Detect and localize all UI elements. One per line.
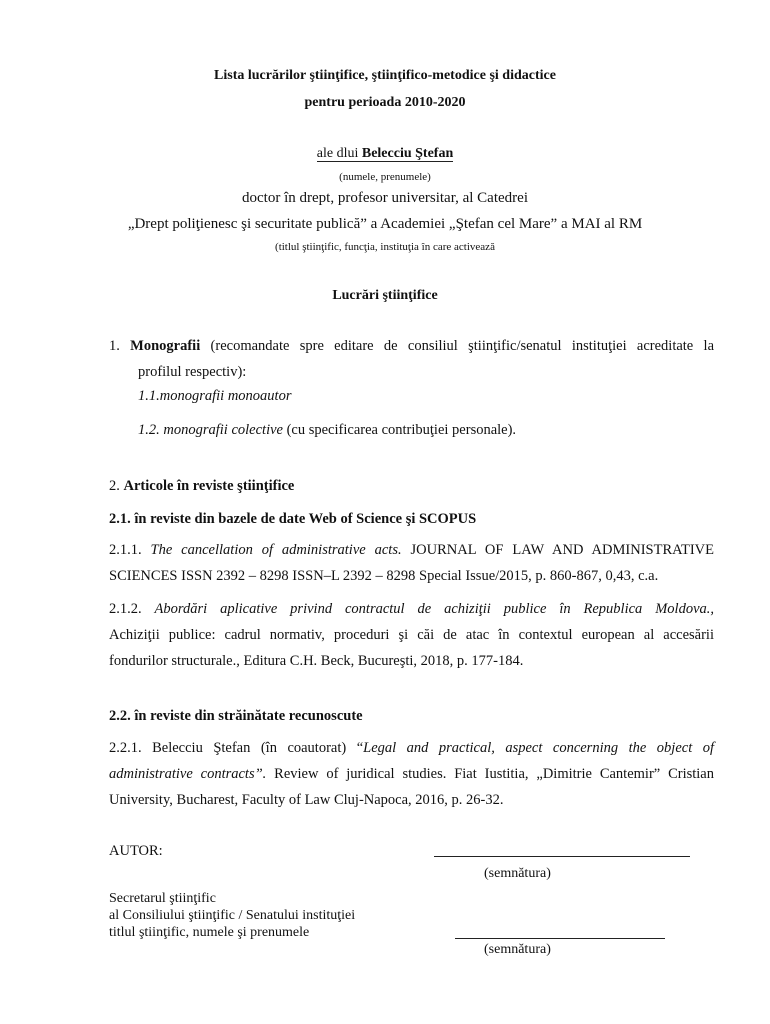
articole-number: 2. bbox=[109, 478, 124, 494]
secretar-line-2: al Consiliului ştiinţific / Senatului instituţiei bbox=[109, 908, 356, 923]
autor-signature-line bbox=[434, 856, 690, 857]
articole-heading bbox=[109, 478, 294, 495]
autor-signature-hint: (semnătura) bbox=[484, 866, 551, 881]
item-2-1-1-title: The cancellation of administrative acts. bbox=[150, 542, 402, 558]
item-2-2-1-line-2 bbox=[109, 766, 714, 783]
item-2-2-1-line-3: University, Bucharest, Faculty of Law Cluj-Napoca, 2016, p. 26-32. bbox=[109, 792, 504, 808]
item-2-1-2-line-1 bbox=[109, 601, 714, 618]
monografii-sub-1: 1.1.monografii monoautor bbox=[138, 388, 292, 404]
item-2-1-1-line-2: SCIENCES ISSN 2392 – 8298 ISSN–L 2392 – 8298 Special Issue/2015, p. 860-867, 0,43, c.a. bbox=[109, 568, 659, 584]
item-2-1-1-rest-1: JOURNAL OF LAW AND ADMINISTRATIVE bbox=[401, 542, 714, 558]
item-2-1-1-line-1 bbox=[109, 542, 714, 559]
role-line: doctor în drept, profesor universitar, al Catedrei bbox=[242, 190, 528, 206]
item-2-2-1-prefix: 2.2.1. Belecciu Ştefan (în coautorat) “ bbox=[109, 740, 364, 756]
author-name: Belecciu Ştefan bbox=[361, 146, 454, 161]
author-line bbox=[0, 146, 770, 162]
author-hint: (numele, prenumele) bbox=[339, 171, 431, 183]
institution-line: „Drept poliţienesc şi securitate publică” a Academiei „Ştefan cel Mare” a MAI al RM bbox=[127, 216, 643, 232]
item-2-1-2-line-2: Achiziţii publice: cadrul normativ, proceduri şi căi de atac în contextul european al accesării bbox=[109, 627, 714, 643]
secretar-line-3: titlul ştiinţific, numele şi prenumele bbox=[109, 925, 310, 940]
item-2-2-1-line-1 bbox=[109, 740, 714, 757]
monografii-line-1 bbox=[109, 338, 714, 355]
author-prefix: ale dlui bbox=[316, 146, 362, 161]
subsection-2-1-title: 2.1. în reviste din bazele de date Web of Science şi SCOPUS bbox=[109, 511, 477, 527]
autor-label: AUTOR: bbox=[109, 843, 163, 859]
title-line-1: Lista lucrărilor ştiinţifice, ştiinţifico-metodice şi didactice bbox=[214, 68, 556, 83]
monografii-number: 1. bbox=[109, 338, 131, 354]
section-title: Lucrări ştiinţifice bbox=[332, 288, 438, 303]
articole-label: Articole în reviste ştiinţifice bbox=[123, 478, 295, 494]
monografii-sub-2-italic: 1.2. monografii colective bbox=[138, 422, 283, 438]
title-line-2: pentru perioada 2010-2020 bbox=[304, 95, 466, 110]
monografii-sub-2 bbox=[138, 422, 516, 439]
subsection-2-2-title: 2.2. în reviste din străinătate recunoscute bbox=[109, 708, 363, 724]
monografii-sub-2-rest: (cu specificarea contribuţiei personale). bbox=[282, 422, 517, 438]
secretar-line-1: Secretarul ştiinţific bbox=[109, 891, 216, 906]
secretar-signature-line bbox=[455, 938, 665, 939]
item-2-2-1-rest-2: Review of juridical studies. Fiat Iustitia, „Dimitrie Cantemir” Cristian bbox=[266, 766, 714, 782]
secretar-signature-hint: (semnătura) bbox=[484, 942, 551, 957]
author-underlined bbox=[317, 146, 453, 162]
institution-hint: (titlul ştiinţific, funcţia, instituţia în care activează bbox=[275, 241, 495, 253]
monografii-line-2: profilul respectiv): bbox=[138, 364, 247, 380]
item-2-2-1-title-2: administrative contracts”. bbox=[109, 766, 267, 782]
item-2-1-2-title: Abordări aplicative privind contractul de achiziţii publice în Republica Moldova., bbox=[154, 601, 715, 617]
item-2-1-2-number: 2.1.2. bbox=[109, 601, 155, 617]
item-2-1-1-number: 2.1.1. bbox=[109, 542, 151, 558]
item-2-2-1-title-1: Legal and practical, aspect concerning the object of bbox=[363, 740, 714, 756]
monografii-label: Monografii bbox=[130, 338, 201, 354]
item-2-1-2-line-3: fondurilor structurale., Editura C.H. Beck, Bucureşti, 2018, p. 177-184. bbox=[109, 653, 524, 669]
monografii-desc-1: (recomandate spre editare de consiliul ştiinţific/senatul instituţiei acreditate la bbox=[200, 338, 715, 354]
